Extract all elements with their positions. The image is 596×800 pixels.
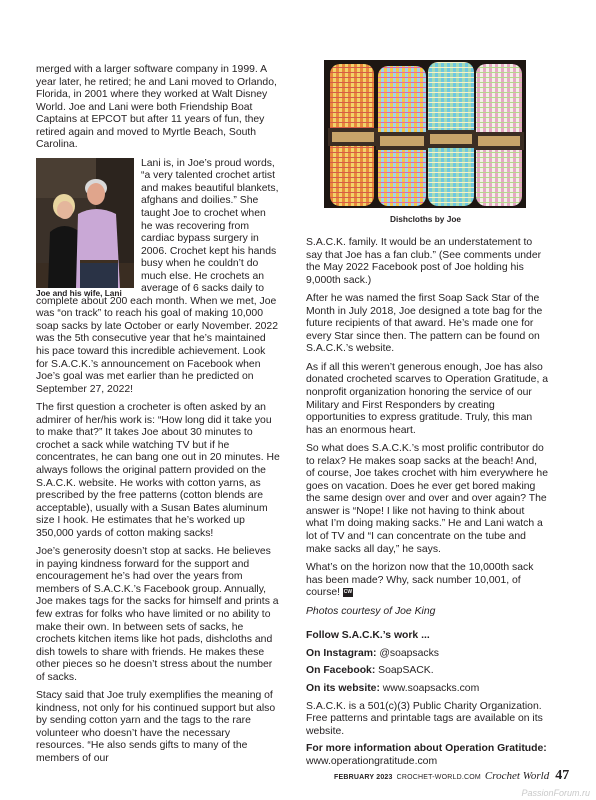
footer-site: CROCHET-WORLD.COM bbox=[396, 774, 481, 781]
dishcloths-photo-caption: Dishcloths by Joe bbox=[390, 214, 462, 224]
photo-credit: Photos courtesy of Joe King bbox=[306, 605, 436, 617]
page-number: 47 bbox=[555, 768, 570, 783]
paragraph: Lani is, in Joe’s proud words, “a very talented crochet artist and makes beautiful blankets, afghans and doilies.” She taught Joe to crochet when he was recovering from cardiac bypass surgery in 2006. Crochet kept his hands busy when he couldn’t do much else. He crochets an average of 6 sacks daily to complete about 200 each month. When we met, Joe was “on track” to reach his goal of making 10,000 soap sacks by late October or early November. 2022 was the 5th consecutive year that he’s maintained his pace toward this incredible achievement. Look for S.A.C.K.’s announcement on Facebook when Joe’s goal was met earlier than he predicted on September 27, 2022! bbox=[36, 157, 279, 395]
facebook-link[interactable]: SoapSACK. bbox=[378, 665, 434, 677]
paragraph: After he was named the first Soap Sack Star of the Month in July 2018, Joe designed a tote bag for the future recipients of that award. He’s made one for every Star since then. The pattern can be found on S.A.C.K.’s website. bbox=[306, 293, 543, 355]
sidebar-facebook bbox=[306, 665, 548, 678]
sidebar-heading: Follow S.A.C.K.’s work ... bbox=[306, 630, 430, 642]
instagram-link[interactable]: @soapsacks bbox=[379, 647, 439, 659]
paragraph: The first question a crocheter is often asked by an admirer of her/his work is: “How long did it take you to make that?” It takes Joe about 30 minutes to crochet a sack while watching TV but if he concentrates, he can bang one out in 20 minutes. He always follows the original pattern provided on the S.A.C.K. website. He works with cotton yarns, as prescribed by the free patterns (cotton blends are acceptable), usually with a Susan Bates aluminum size I hook. He estimates that he’s worked up 350,000 yards of cotton making sacks! bbox=[36, 402, 280, 539]
instagram-label: On Instagram: bbox=[306, 647, 377, 659]
facebook-label: On Facebook: bbox=[306, 665, 376, 677]
paragraph: So what does S.A.C.K.’s most prolific contributor do to relax? He makes soap sacks at the beach! And, of course, Joe takes crochet with him everywhere he goes on vacation. Does he ever get bored making the same design over and over and over again? The answer is “Nope! I like not having to think about what I’m doing making sacks.” He and Lani watch a lot of TV and “I can concentrate on the tube and make sacks all day,” he says. bbox=[306, 443, 548, 555]
sidebar-website bbox=[306, 683, 548, 696]
end-mark-icon: CW bbox=[343, 588, 353, 595]
paragraph-text: What’s on the horizon now that the 10,000th sack has been made? Why, sack number 10,001, of course! bbox=[306, 562, 534, 599]
sidebar-more bbox=[306, 743, 548, 768]
couple-photo-image bbox=[36, 158, 134, 288]
dishcloths-photo-image bbox=[324, 60, 526, 208]
website-label: On its website: bbox=[306, 682, 380, 694]
paragraph: merged with a larger software company in 1999. A year later, he retired; he and Lani moved to Orlando, Florida, in 2001 where they worked at Walt Disney World. Joe and Lani were both Friendship Boat Captains at EPCOT but after 11 years of fun, they retired again and moved to Myrtle Beach, South Carolina. bbox=[36, 64, 277, 151]
watermark: PassionForum.ru bbox=[521, 788, 590, 798]
paragraph: S.A.C.K. family. It would be an understatement to say that Joe has a fan club.” (See comments under the May 2022 Facebook post of Joe holding his 9,000th sack.) bbox=[306, 237, 542, 286]
sidebar-note: S.A.C.K. is a 501(c)(3) Public Charity Organization. Free patterns and printable tags are available on its website. bbox=[306, 700, 543, 737]
couple-photo-caption: Joe and his wife, Lani bbox=[36, 287, 122, 298]
more-label: For more information about Operation Gratitude: bbox=[306, 743, 547, 755]
footer-magazine: Crochet World bbox=[484, 770, 550, 782]
dishcloths-photo bbox=[324, 60, 526, 208]
couple-photo-figure bbox=[36, 158, 135, 298]
sidebar-instagram bbox=[306, 648, 548, 661]
operation-gratitude-link[interactable]: www.operationgratitude.com bbox=[306, 755, 438, 767]
footer-month: FEBRUARY 2023 bbox=[334, 774, 393, 781]
follow-sidebar bbox=[306, 630, 548, 768]
paragraph: Stacy said that Joe truly exemplifies the meaning of kindness, not only for his continued support but also by sending cotton yarn and the tags to the rare volunteer who doesn’t have the necessary resources. “He also sends gifts to many of the members of our bbox=[36, 690, 276, 764]
left-column bbox=[36, 64, 280, 772]
paragraph-final bbox=[306, 562, 548, 600]
website-link[interactable]: www.soapsacks.com bbox=[382, 682, 480, 694]
paragraph: Joe’s generosity doesn’t stop at sacks. He believes in paying kindness forward for the support and encouragement he’s had over the years from members of S.A.C.K.’s Facebook group. Annually, Joe makes tags for the sacks for himself and prints a few extras for folks who have limited or no ability to make their own. In between sets of sacks, he crochets kitchen items like hot pads, dishcloths and dish towels to share with friends. He makes these other pieces so he doesn’t stress about the number of sacks. bbox=[36, 546, 279, 683]
page-footer bbox=[334, 768, 570, 784]
couple-photo bbox=[36, 158, 134, 288]
right-column bbox=[306, 237, 548, 773]
paragraph: As if all this weren’t generous enough, Joe has also donated crocheted scarves to Operation Gratitude, a nonprofit organization honoring the service of our Military and First Responders by creating opportunities to express gratitude. Truly, this man has an enormous heart. bbox=[306, 361, 549, 436]
